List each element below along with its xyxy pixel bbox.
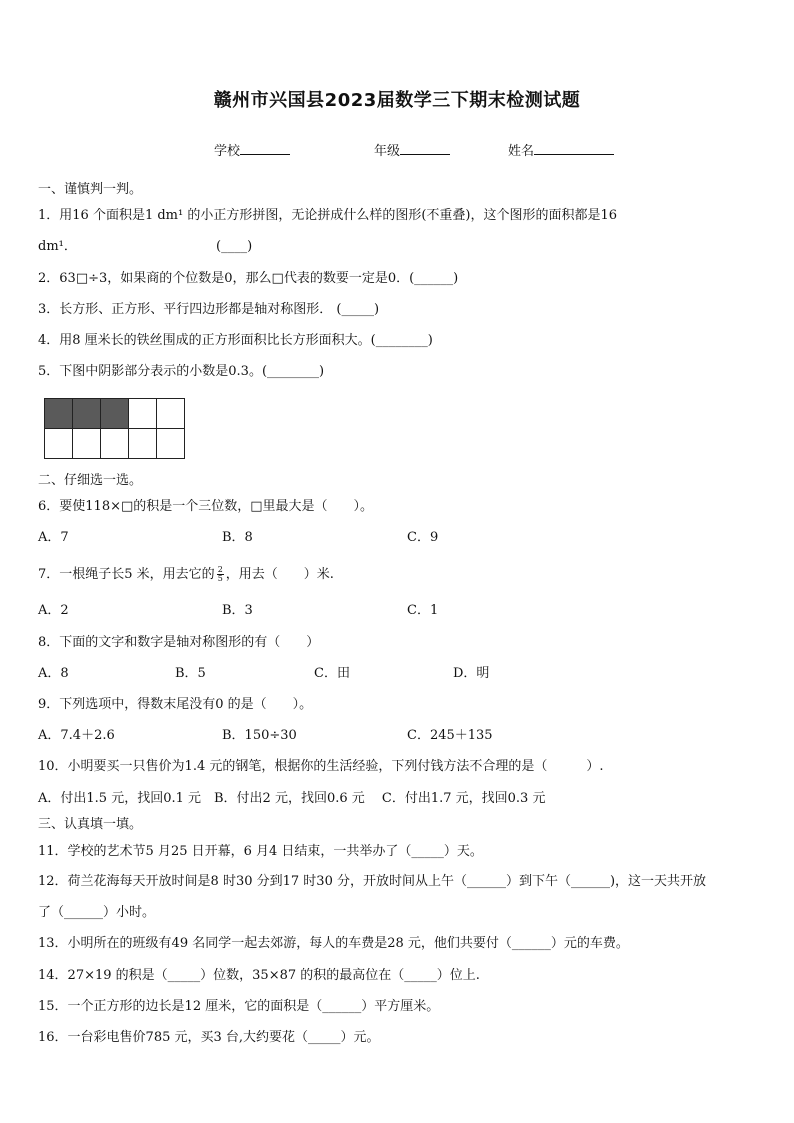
question-1-line1: 1．用16 个面积是1 dm¹ 的小正方形拼图，无论拼成什么样的图形(不重叠)，这个图形的面积都是16 [38,208,618,223]
question-4: 4．用8 厘米长的铁丝围成的正方形面积比长方形面积大。(________) [38,333,433,348]
grid-cell [157,399,185,429]
school-field[interactable] [214,140,290,159]
grade-field[interactable] [374,140,450,159]
q6-option-b[interactable]: B．8 [222,530,253,545]
grid-cell [101,429,129,459]
grid-cell-shaded [73,399,101,429]
grade-blank[interactable] [400,140,450,155]
q7-option-a[interactable]: A．2 [38,603,69,618]
question-8: 8．下面的文字和数字是轴对称图形的有（ ） [38,635,320,650]
q7-fraction-numerator: 2 [217,565,223,574]
q7-option-b[interactable]: B．3 [222,603,253,618]
question-9: 9．下列选项中，得数末尾没有0 的是（ ）。 [38,697,313,712]
question-3: 3．长方形、正方形、平行四边形都是轴对称图形． (_____) [38,302,380,317]
q7-text-after: ，用去（ ）米. [225,567,334,582]
question-12-line2: 了（______）小时。 [38,905,156,920]
q8-option-b[interactable]: B．5 [175,666,206,681]
q7-fraction-denominator: 5 [217,574,223,583]
q9-option-c[interactable]: C．245＋135 [407,728,493,743]
shaded-grid-figure [44,398,185,459]
q6-option-c[interactable]: C．9 [407,530,439,545]
grid-cell-shaded [101,399,129,429]
question-15: 15．一个正方形的边长是12 厘米，它的面积是（______）平方厘米。 [38,999,440,1014]
q9-option-a[interactable]: A．7.4＋2.6 [38,728,115,743]
q6-option-a[interactable]: A．7 [38,530,69,545]
q7-text-before: 7．一根绳子长5 米，用去它的 [38,567,215,582]
q8-option-c[interactable]: C．田 [314,666,350,681]
section-heading-choose: 二、仔细选一选。 [38,473,143,488]
question-12-line1: 12．荷兰花海每天开放时间是8 时30 分到17 时30 分，开放时间从上午（______）到下午（______)，这一天共开放 [38,874,707,889]
q10-options[interactable]: A．付出1.5 元，找回0.1 元 B．付出2 元，找回0.6 元 C．付出1.7 元，找回0.3 元 [38,791,546,806]
q8-option-d[interactable]: D．明 [453,666,490,681]
exam-title: 赣州市兴国县2023届数学三下期末检测试题 [213,90,581,111]
question-16: 16．一台彩电售价785 元，买3 台,大约要花（_____）元。 [38,1030,380,1045]
grid-cell-shaded [45,399,73,429]
question-2: 2．63□÷3，如果商的个位数是0，那么□代表的数要一定是0．(______) [38,271,459,286]
grade-label: 年级 [374,144,401,159]
name-label: 姓名 [508,144,535,159]
school-blank[interactable] [240,140,290,155]
question-13: 13．小明所在的班级有49 名同学一起去郊游，每人的车费是28 元，他们共要付（______）元的车费。 [38,936,629,951]
question-6: 6．要使118×□的积是一个三位数，□里最大是（ ）。 [38,499,374,514]
name-blank[interactable] [534,140,614,155]
section-heading-fill: 三、认真填一填。 [38,817,143,832]
question-11: 11．学校的艺术节5 月25 日开幕，6 月4 日结束，一共举办了（_____）天。 [38,844,483,859]
grid-cell [157,429,185,459]
school-label: 学校 [214,144,241,159]
name-field[interactable] [508,140,614,159]
question-14: 14．27×19 的积是（_____）位数，35×87 的积的最高位在（_____）位上. [38,968,480,983]
grid-cell [129,429,157,459]
question-1-unit: dm¹． [38,239,77,254]
q7-option-c[interactable]: C．1 [407,603,439,618]
grid-cell [73,429,101,459]
grid-cell [45,429,73,459]
grid-cell [129,399,157,429]
q7-fraction [217,566,224,583]
question-10: 10．小明要买一只售价为1.4 元的钢笔，根据你的生活经验，下列付钱方法不合理的是（ ）. [38,759,604,774]
q8-option-a[interactable]: A．8 [38,666,69,681]
question-1-answer-blank[interactable]: (____) [216,239,253,254]
question-7 [38,565,334,585]
question-5: 5．下图中阴影部分表示的小数是0.3。(________) [38,364,325,379]
q9-option-b[interactable]: B．150÷30 [222,728,297,743]
section-heading-judge: 一、谨慎判一判。 [38,182,143,197]
question-1-line2 [38,237,253,257]
